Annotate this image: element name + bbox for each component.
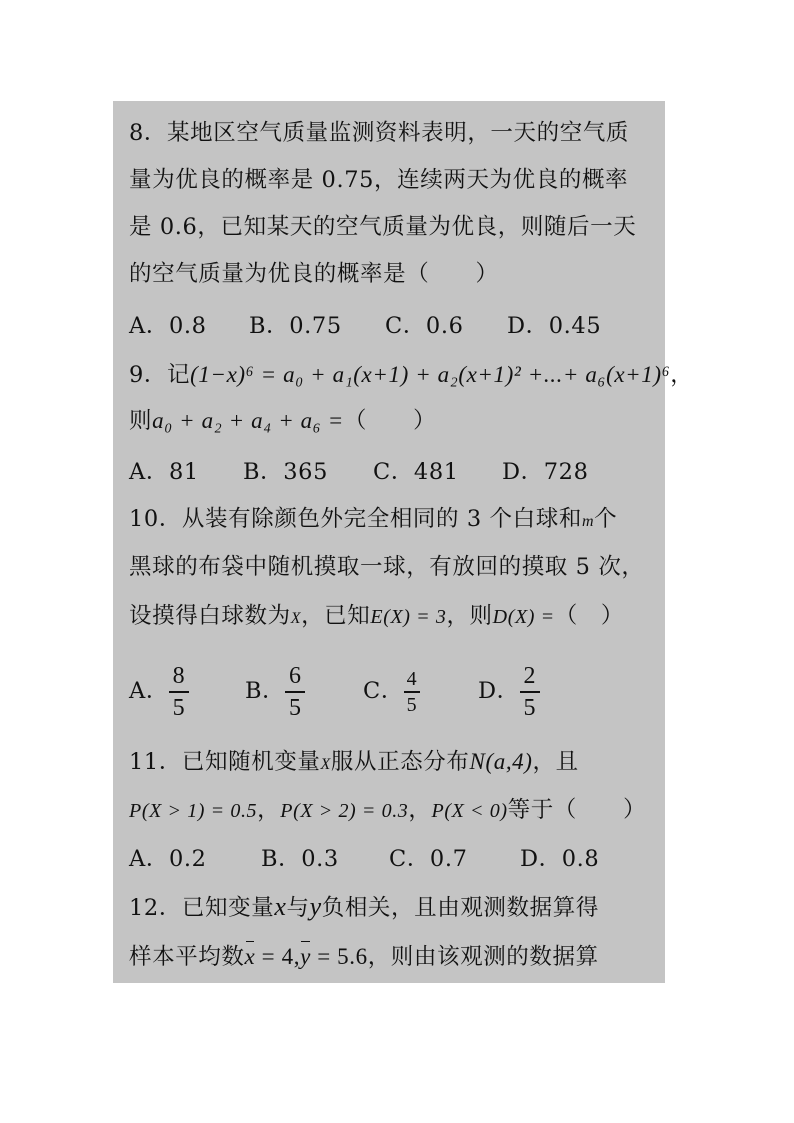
q9-equation: (1−x)⁶ = a₀ + a₁(x+1) + a₂(x+1)² +...+ a₆(x+1)⁶ [190, 362, 671, 387]
question-card [113, 101, 694, 983]
q11-line-2: P(X > 1) = 0.5，P(X > 2) = 0.3，P(X < 0)等于（ ） [129, 797, 647, 823]
q9-prefix: 9．记 [129, 362, 191, 388]
q11-option-d: D．0.8 [520, 846, 600, 872]
q9-option-c: C．481 [373, 459, 459, 485]
q12-x-mean: x [245, 937, 256, 977]
q8-line-3: 是 0.6，已知某天的空气质量为优良，则随后一天 [129, 214, 637, 240]
q10-option-d: D． $\frac{2}{5}$ [478, 661, 540, 722]
q8-option-d: D．0.45 [507, 313, 602, 339]
q12-line-2: 样本平均数x = 4,y = 5.6，则由该观测的数据算 [129, 937, 653, 977]
q10-option-c: C． $\frac{4}{5}$ [363, 661, 420, 721]
q11-normal-distribution: N(a,4) [469, 749, 533, 774]
q9-option-d: D．728 [502, 459, 589, 485]
q8-line-2: 量为优良的概率是 0.75，连续两天为优良的概率 [129, 167, 629, 193]
q8-line-1: 8．某地区空气质量监测资料表明，一天的空气质 [129, 120, 630, 146]
q10-variance: D(X) = [492, 606, 555, 628]
q11-options [129, 839, 653, 879]
q9-line-1: 9．记(1−x)⁶ = a₀ + a₁(x+1) + a₂(x+1)² +...+ a₆(x+1)⁶， [129, 362, 694, 388]
q10-line-1: 10．从装有除颜色外完全相同的 3 个白球和m个 [129, 506, 618, 532]
q10-fraction-c: $\frac{4}{5}$ [404, 668, 420, 716]
q11-option-b: B．0.3 [261, 846, 339, 872]
q9-option-b: B．365 [243, 459, 328, 485]
q9-line-2: 则a₀ + a₂ + a₄ + a₆ =（ ） [129, 408, 437, 434]
q8-option-a: A．0.8 [129, 313, 207, 339]
q11-option-c: C．0.7 [389, 846, 468, 872]
q12-y-mean: y [300, 937, 311, 977]
q10-fraction-b: $\frac{6}{5}$ [285, 662, 305, 722]
q11-line-1: 11．已知随机变量X服从正态分布N(a,4)，且 [129, 749, 579, 775]
q8-options [129, 306, 653, 346]
q8-option-b: B．0.75 [249, 313, 342, 339]
q10-line-3: 设摸得白球数为X，已知E(X) = 3，则D(X) =（ ） [129, 603, 625, 629]
q9-option-a: A．81 [129, 459, 199, 485]
q10-line-2: 黑球的布袋中随机摸取一球，有放回的摸取 5 次， [129, 554, 645, 580]
q8-option-c: C．0.6 [385, 313, 464, 339]
q9-options [129, 452, 653, 492]
q12-line-1: 12．已知变量x与y负相关，且由观测数据算得 [129, 892, 599, 921]
q10-option-b: B． $\frac{6}{5}$ [245, 661, 305, 722]
q10-options [129, 661, 653, 721]
q11-option-a: A．0.2 [129, 846, 207, 872]
q9-sum-expression: a₀ + a₂ + a₄ + a₆ = [152, 408, 344, 433]
q10-fraction-a: $\frac{8}{5}$ [169, 662, 189, 722]
q10-fraction-d: $\frac{2}{5}$ [520, 662, 540, 722]
q10-option-a: A． $\frac{8}{5}$ [129, 661, 189, 722]
q8-line-4: 的空气质量为优良的概率是（ ） [129, 261, 499, 287]
q10-expectation: E(X) = 3 [370, 606, 447, 628]
